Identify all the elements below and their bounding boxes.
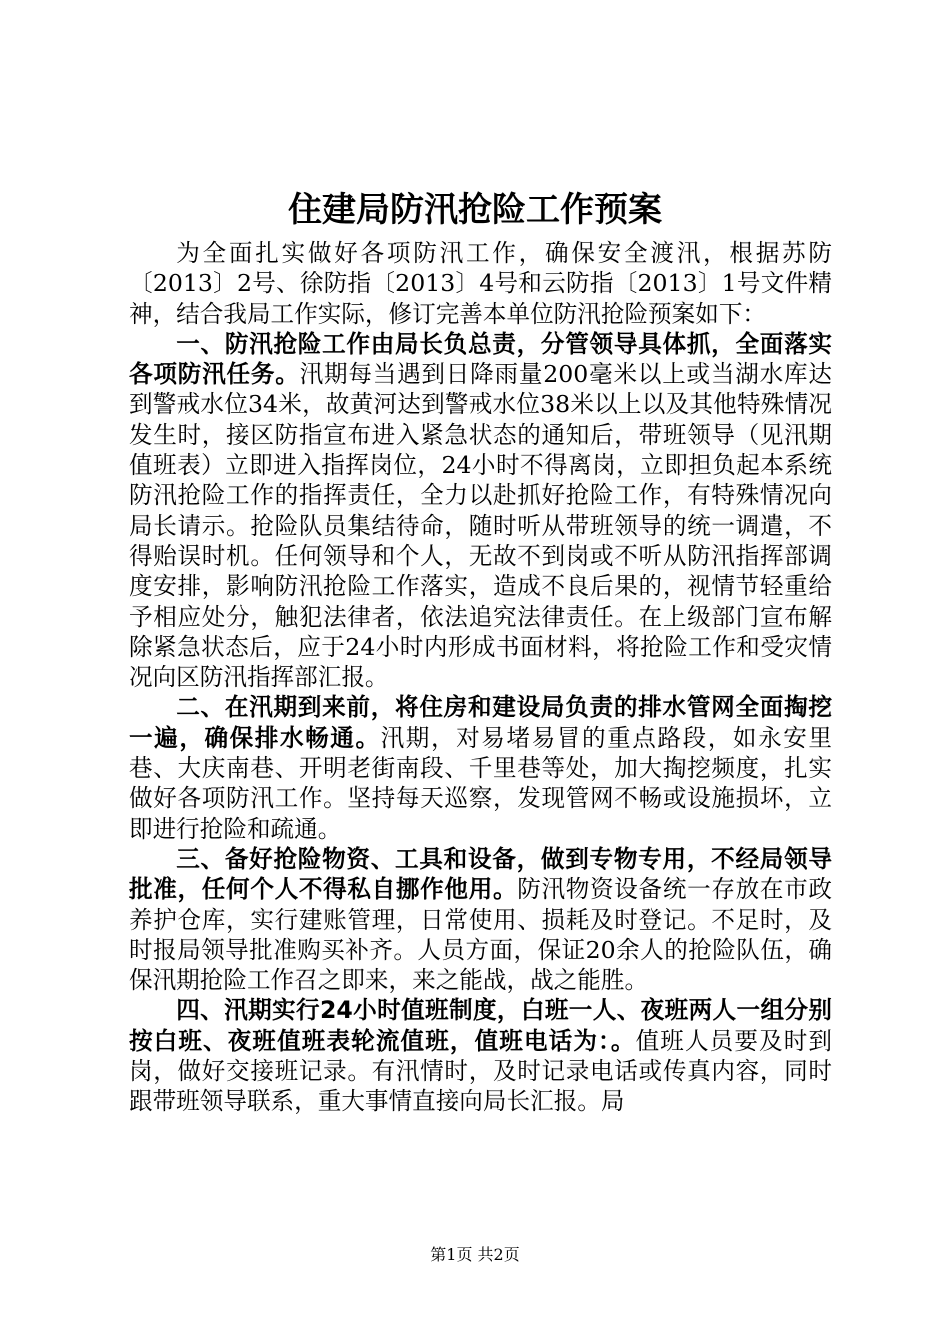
page-footer: 第1页 共2页 bbox=[430, 1245, 520, 1264]
paragraph-lead: 四、汛期实行24小时值班制度，白班一人、夜班两人一组分别按白班、夜班值班表轮流值班，值班电话为：。 bbox=[129, 996, 832, 1055]
document-title: 住建局防汛抢险工作预案 bbox=[288, 190, 662, 230]
paragraph-lead: 一、防汛抢险工作由局长负总责，分管领导具体抓，全面落实各项防汛任务。 bbox=[129, 329, 832, 389]
document-body bbox=[129, 238, 832, 1117]
paragraph-intro bbox=[129, 238, 832, 329]
paragraph-text: 汛期，对易堵易冒的重点路段，如永安里巷、大庆南巷、开明老街南段、千里巷等处，加大掏挖频度，扎实做好各项防汛工作。坚持每天巡察，发现管网不畅或设施损坏，立即进行抢险和疏通。 bbox=[129, 723, 833, 843]
paragraph-section-3 bbox=[129, 844, 832, 995]
paragraph-text: 值班人员要及时到岗，做好交接班记录。有汛情时，及时记录电话或传真内容，同时跟带班领导联系，重大事情直接向局长汇报。局 bbox=[129, 1026, 833, 1116]
paragraph-section-1 bbox=[129, 329, 832, 693]
paragraph-text: 为全面扎实做好各项防汛工作，确保安全渡汛，根据苏防〔2013〕2号、徐防指〔2013〕4号和云防指〔2013〕1号文件精神，结合我局工作实际，修订完善本单位防汛抢险预案如下： bbox=[129, 239, 832, 328]
paragraph-text: 汛期每当遇到日降雨量200毫米以上或当湖水库达到警戒水位34米，故黄河达到警戒水位38米以上以及其他特殊情况发生时，接区防指宣布进入紧急状态的通知后，带班领导（见汛期值班表）立即进入指挥岗位，24小时不得离岗，立即担负起本系统防汛抢险工作的指挥责任，全力以赴抓好抢险工作，有特殊情况向局长请示。抢险队员集结待命，随时听从带班领导的统一调遣，不得贻误时机。任何领导和个人，无故不到岗或不听从防汛指挥部调度安排，影响防汛抢险工作落实，造成不良后果的，视情节轻重给予相应处分，触犯法律者，依法追究法律责任。在上级部门宣布解除紧急状态后，应于24小时内形成书面材料，将抢险工作和受灾情况向区防汛指挥部汇报。 bbox=[129, 360, 832, 692]
paragraph-lead: 三、备好抢险物资、工具和设备，做到专物专用，不经局领导批准，任何个人不得私自挪作他用。 bbox=[129, 844, 832, 904]
paragraph-section-2 bbox=[129, 692, 832, 843]
paragraph-text: 防汛物资设备统一存放在市政养护仓库，实行建账管理，日常使用、损耗及时登记。不足时，及时报局领导批准购买补齐。人员方面，保证20余人的抢险队伍，确保汛期抢险工作召之即来，来之能战，战之能胜。 bbox=[129, 875, 833, 995]
paragraph-lead: 二、在汛期到来前，将住房和建设局负责的排水管网全面掏挖一遍，确保排水畅通。 bbox=[129, 693, 832, 752]
paragraph-section-4 bbox=[129, 995, 832, 1116]
